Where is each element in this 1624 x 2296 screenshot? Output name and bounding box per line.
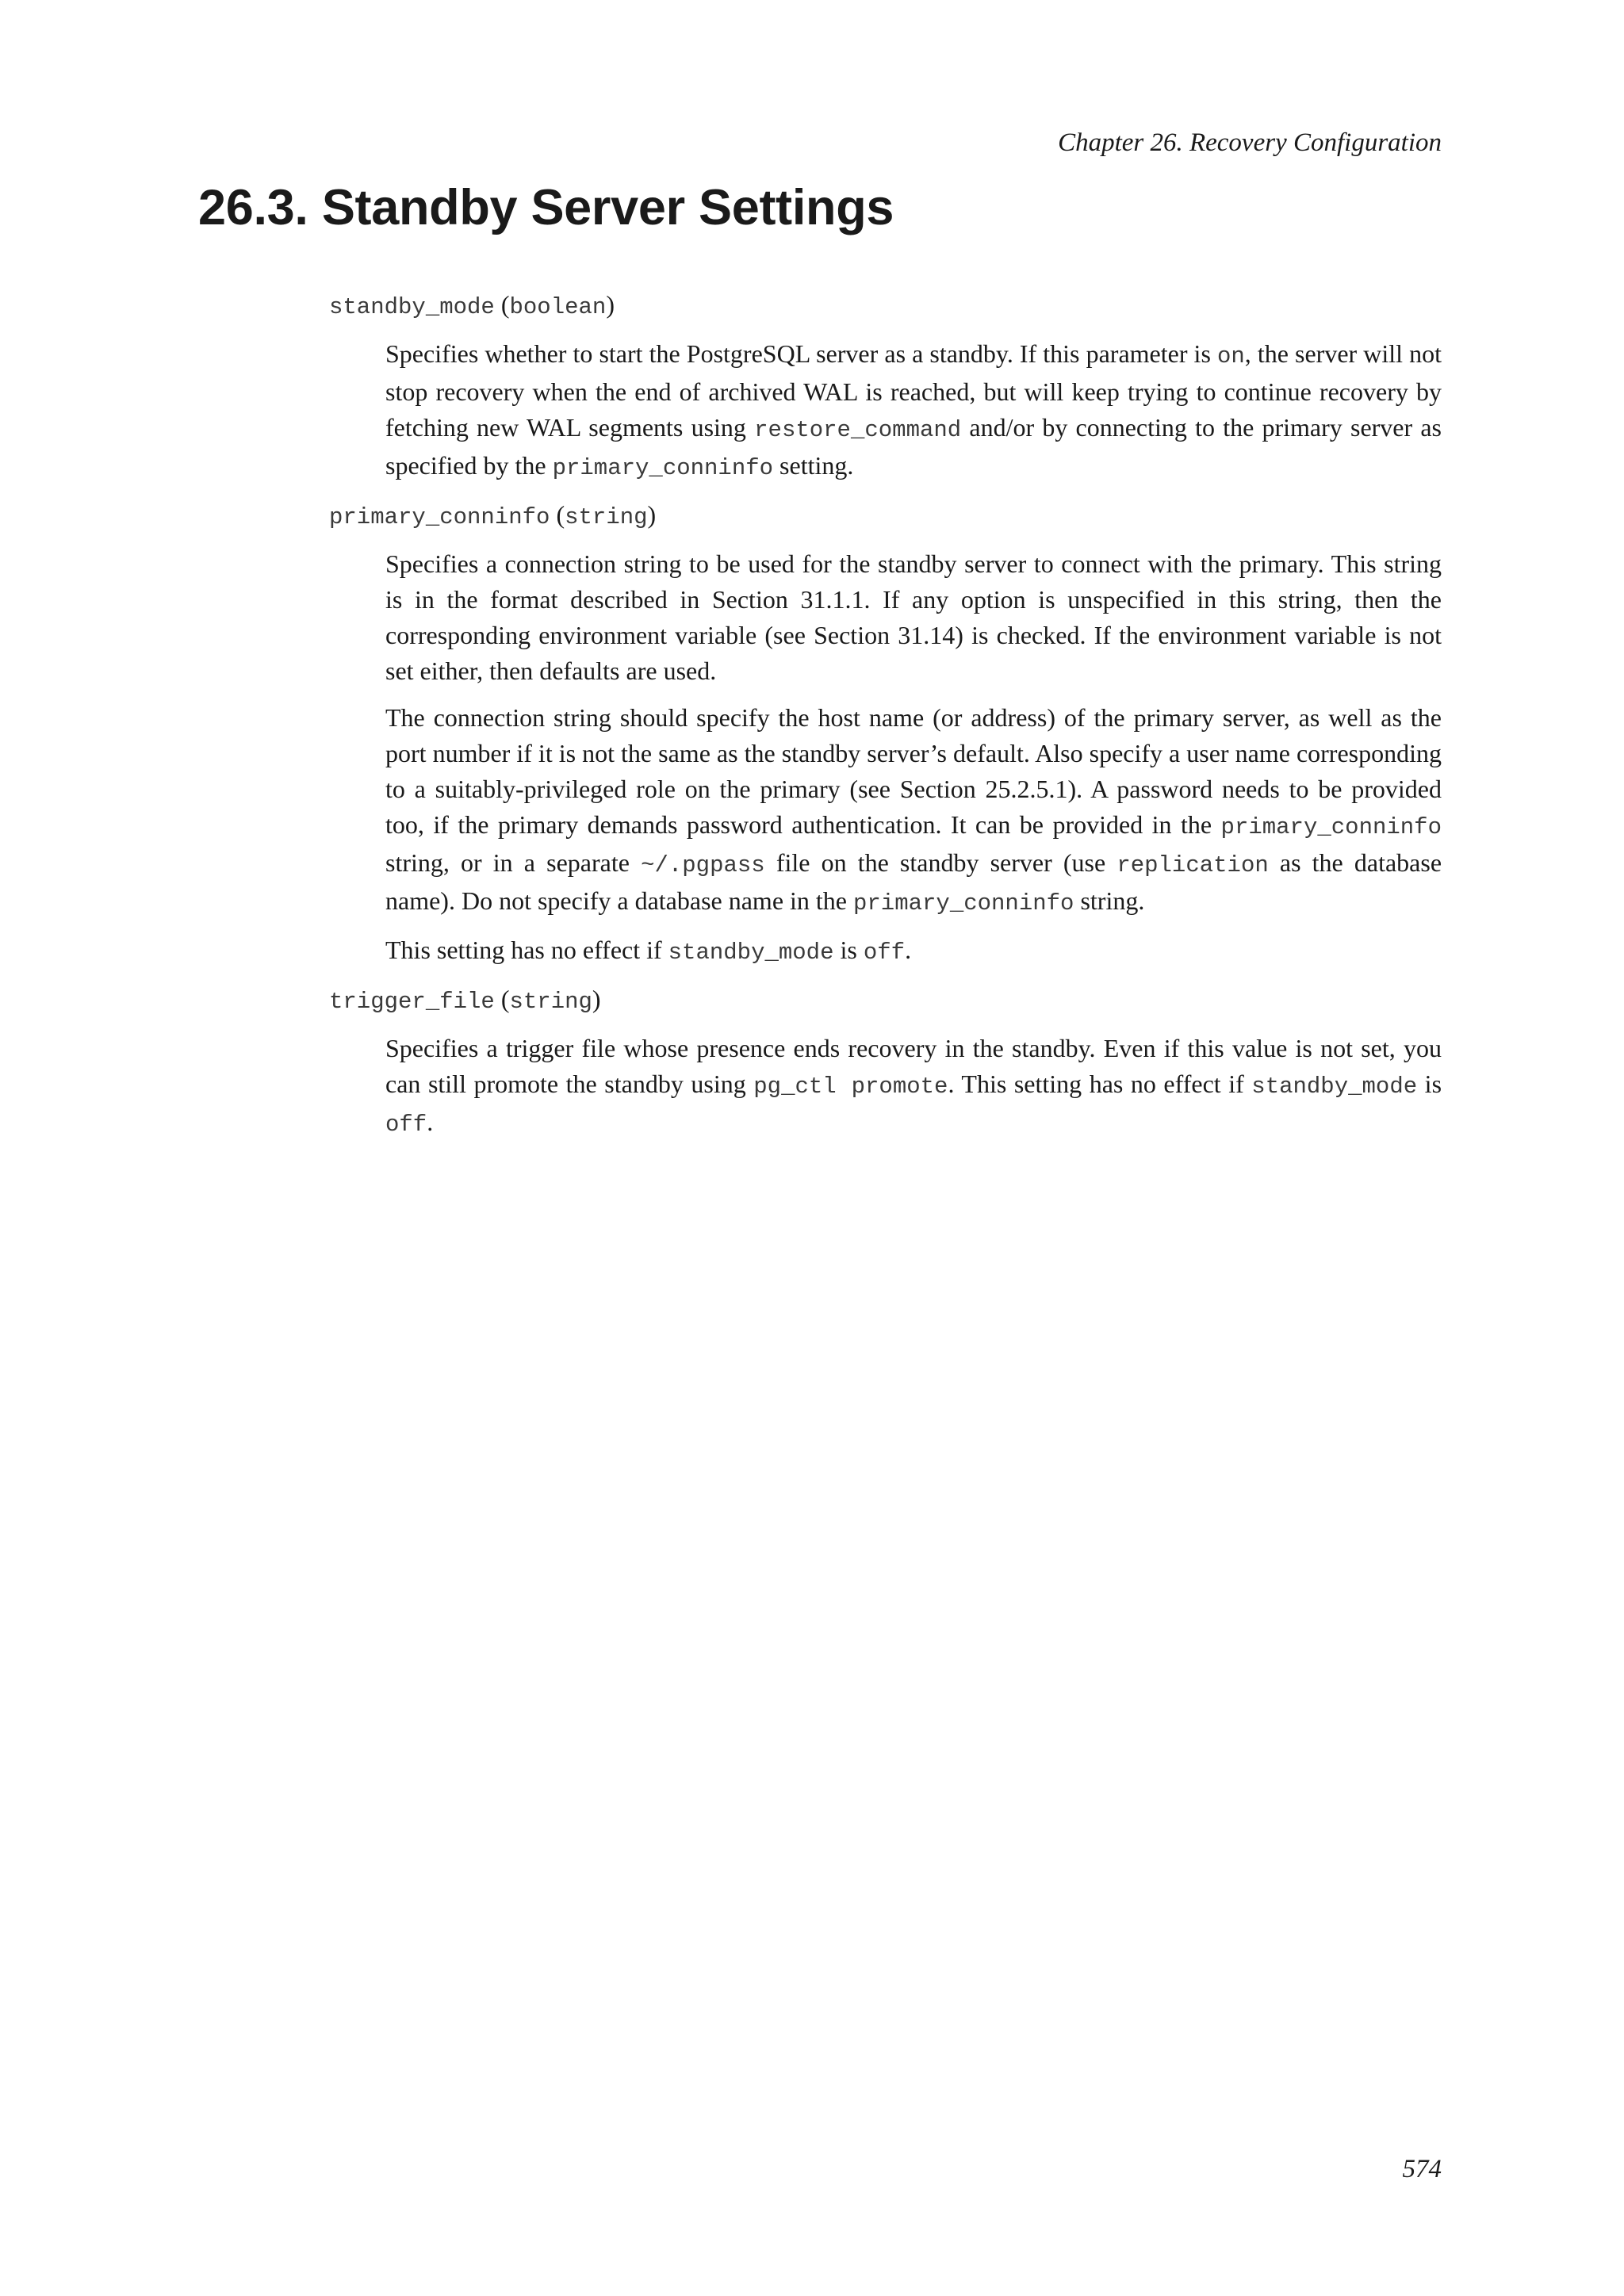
definition-trigger-file <box>385 1031 1442 1142</box>
text: The connection string should specify the host name (or address) of the primary server, as well as the port number if it is not the same as the standby server’s default. Also specify a user name corresponding to a suitably-privileged role on the primary (see Section 25.2.5.1). A password needs to be provided too, if the primary demands password authentication. It can be provided in the <box>385 703 1442 839</box>
term-primary-conninfo: primary_conninfo (string) <box>329 500 657 530</box>
parameter-type: string <box>509 989 592 1015</box>
text: setting. <box>773 451 854 480</box>
inline-code: primary_conninfo <box>853 890 1074 916</box>
text: string. <box>1074 886 1145 915</box>
running-header: Chapter 26. Recovery Configuration <box>1058 128 1442 157</box>
text: This setting has no effect if <box>385 936 668 964</box>
text: and/or by connecting to the primary server as specified by the <box>385 413 1442 480</box>
parameter-type: string <box>565 504 648 530</box>
text: . <box>905 936 912 964</box>
text: file on the standby server (use <box>764 848 1117 877</box>
variable-list <box>329 287 1442 1142</box>
text: Specifies a trigger file whose presence ends recovery in the standby. Even if this value is not set, you can still promote the standby using <box>385 1034 1442 1098</box>
text: , the server will not stop recovery when the end of archived WAL is reached, but will keep trying to continue recovery by fetching new WAL segments using <box>385 339 1442 442</box>
paragraph <box>385 1031 1442 1142</box>
inline-code: standby_mode <box>668 939 834 966</box>
inline-code: restore_command <box>754 417 962 443</box>
inline-code: pg_ctl promote <box>753 1073 948 1100</box>
section-title: 26.3. Standby Server Settings <box>198 180 894 235</box>
inline-code: replication <box>1116 852 1269 878</box>
text: as the database name). Do not specify a database name in the <box>385 848 1442 915</box>
parameter-name: primary_conninfo <box>329 504 550 530</box>
paragraph <box>385 336 1442 486</box>
inline-code: on <box>1216 343 1245 369</box>
text: . This setting has no effect if <box>948 1070 1252 1098</box>
paragraph <box>385 932 1442 970</box>
term-trigger-file: trigger_file (string) <box>329 985 601 1015</box>
text: Specifies a connection string to be used for the standby server to connect with the primary. This string is in the format described in Section 31.1.1. If any option is unspecified in this string, then the corresponding environment variable (see Section 31.14) is checked. If the environment variable is not set either, then defaults are used. <box>385 549 1442 685</box>
paragraph <box>385 700 1442 921</box>
inline-code: primary_conninfo <box>1220 814 1442 840</box>
text: is <box>833 936 864 964</box>
inline-code: standby_mode <box>1251 1073 1418 1100</box>
page-number: 574 <box>1402 2155 1442 2183</box>
parameter-name: standby_mode <box>329 294 495 320</box>
inline-code: off <box>385 1112 427 1138</box>
text: string, or in a separate <box>385 848 642 877</box>
definition-standby-mode <box>385 336 1442 486</box>
inline-code: ~/.pgpass <box>641 852 765 878</box>
definition-primary-conninfo <box>385 546 1442 970</box>
term-standby-mode: standby_mode (boolean) <box>329 290 615 320</box>
parameter-type: boolean <box>509 294 607 320</box>
text: is <box>1417 1070 1442 1098</box>
paragraph <box>385 546 1442 689</box>
parameter-name: trigger_file <box>329 989 495 1015</box>
inline-code: off <box>863 939 906 966</box>
text: Specifies whether to start the PostgreSQL server as a standby. If this parameter is <box>385 339 1217 368</box>
inline-code: primary_conninfo <box>552 455 774 481</box>
text: . <box>427 1108 434 1136</box>
